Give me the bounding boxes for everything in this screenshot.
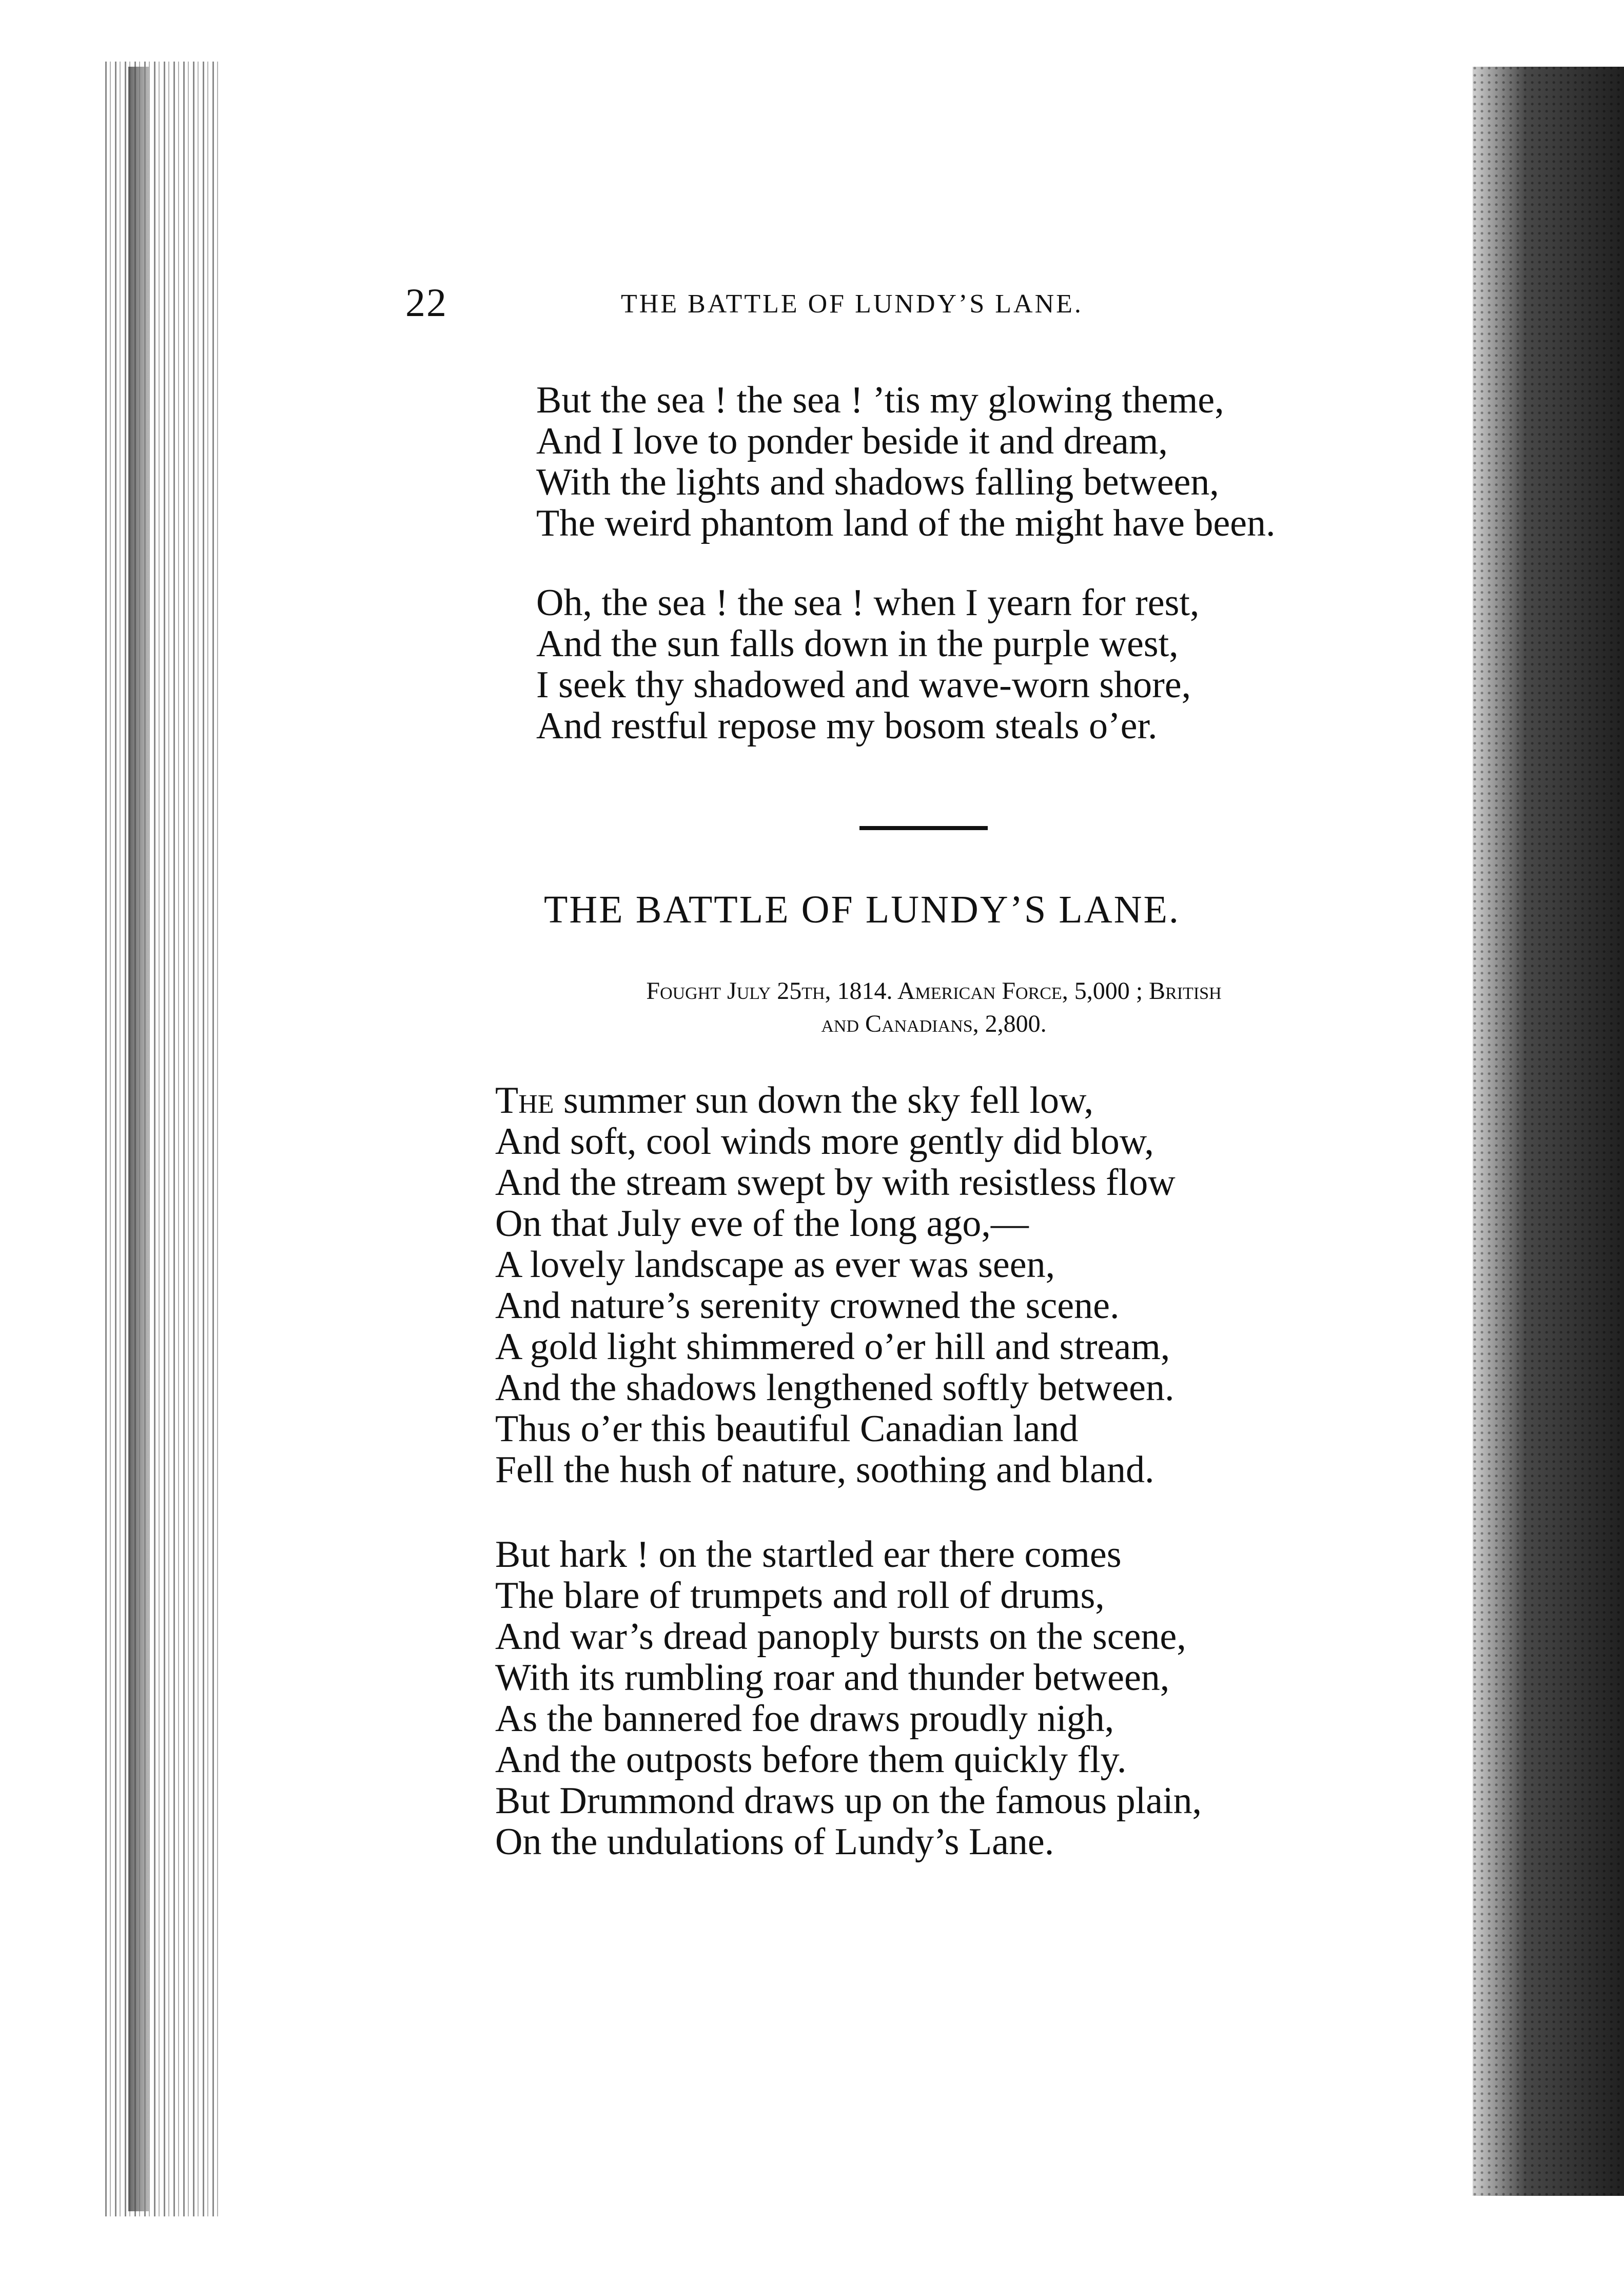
verse-line: With its rumbling roar and thunder between, xyxy=(495,1657,1170,1699)
verse-line: The weird phantom land of the might have been. xyxy=(536,502,1276,544)
lead-word: The xyxy=(495,1079,554,1122)
verse-line: Oh, the sea ! the sea ! when I yearn for rest, xyxy=(536,582,1200,624)
page-number: 22 xyxy=(405,280,447,325)
verse-line-first xyxy=(495,1080,1176,1121)
subtitle-line: Fought July 25th, 1814. American Force, 5,000 ; British xyxy=(646,977,1222,1005)
verse-line: And war’s dread panoply bursts on the scene, xyxy=(495,1616,1186,1658)
poem-one-stanza-2 xyxy=(536,582,1199,746)
verse-line: I seek thy shadowed and wave-worn shore, xyxy=(536,664,1191,706)
verse-line: And the shadows lengthened softly between. xyxy=(495,1367,1175,1409)
verse-line: And the stream swept by with resistless flow xyxy=(495,1162,1176,1204)
poem-title: THE BATTLE OF LUNDY’S LANE. xyxy=(544,888,1180,931)
verse-line: And nature’s serenity crowned the scene. xyxy=(495,1285,1120,1327)
poem-subtitle xyxy=(472,975,1396,1040)
verse-line: Thus o’er this beautiful Canadian land xyxy=(495,1408,1079,1450)
verse-line: But the sea ! the sea ! ’tis my glowing theme, xyxy=(536,379,1224,421)
poem-two-stanza-1 xyxy=(495,1080,1176,1490)
verse-line: The blare of trumpets and roll of drums, xyxy=(495,1575,1105,1617)
verse-line: Fell the hush of nature, soothing and bland. xyxy=(495,1449,1155,1491)
verse-line: And soft, cool winds more gently did blow, xyxy=(495,1121,1154,1163)
verse-line: A gold light shimmered o’er hill and stream, xyxy=(495,1326,1170,1368)
verse-line: And the sun falls down in the purple west, xyxy=(536,623,1179,665)
verse-line: With the lights and shadows falling between, xyxy=(536,461,1219,503)
verse-line: And I love to ponder beside it and dream, xyxy=(536,420,1168,462)
first-line-rest: summer sun down the sky fell low, xyxy=(554,1079,1094,1122)
verse-line: On that July eve of the long ago,— xyxy=(495,1203,1029,1245)
verse-line: As the bannered foe draws proudly nigh, xyxy=(495,1698,1114,1740)
scan-binding-shadow-left xyxy=(128,67,149,2211)
verse-line: And restful repose my bosom steals o’er. xyxy=(536,705,1158,747)
verse-line: But Drummond draws up on the famous plain, xyxy=(495,1780,1202,1822)
verse-line: And the outposts before them quickly fly. xyxy=(495,1739,1127,1781)
scan-edge-shadow-right xyxy=(1473,67,1624,2196)
section-divider-rule xyxy=(859,826,988,830)
poem-one-stanza-1 xyxy=(536,380,1276,544)
scan-binding-edge-left xyxy=(105,62,218,2216)
verse-line: But hark ! on the startled ear there comes xyxy=(495,1534,1122,1576)
page-header xyxy=(405,280,1380,336)
poem-two-stanza-2 xyxy=(495,1534,1202,1862)
verse-line: On the undulations of Lundy’s Lane. xyxy=(495,1821,1054,1863)
subtitle-line: and Canadians, 2,800. xyxy=(821,1010,1047,1037)
running-head: THE BATTLE OF LUNDY’S LANE. xyxy=(621,289,1083,319)
verse-line: A lovely landscape as ever was seen, xyxy=(495,1244,1055,1286)
